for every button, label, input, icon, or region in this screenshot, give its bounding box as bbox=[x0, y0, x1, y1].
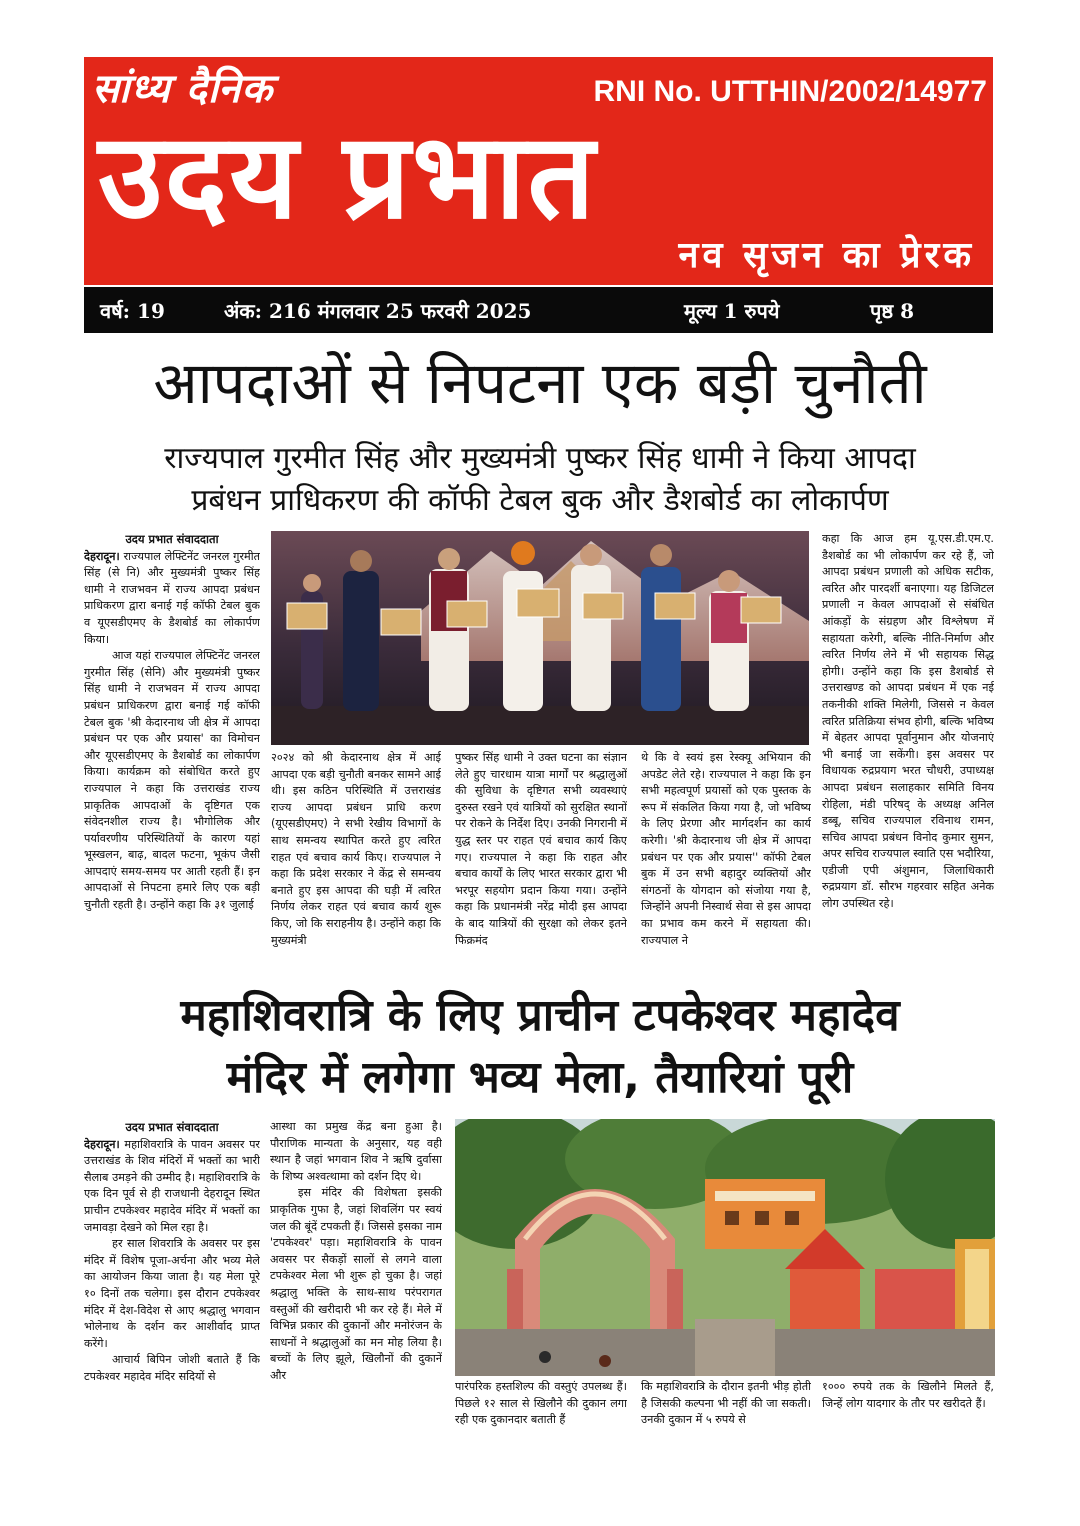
rni-number: RNI No. UTTHIN/2002/14977 bbox=[593, 75, 987, 108]
article1-paragraph: राज्यपाल लेफ्टिनेंट जनरल गुरमीत सिंह (से नि) और मुख्यमंत्री पुष्कर सिंह धामी ने राजभवन में राज्य आपदा प्रबंधन प्राधिकरण द्वारा बनाई गई कॉफी टेबल बुक व यूएसडीएमए के डैशबोर्ड का लोकार्पण किया। bbox=[84, 549, 260, 646]
article2-column-4 bbox=[641, 1379, 811, 1431]
book-launch-photo bbox=[271, 531, 809, 745]
masthead-small-title: सांध्य दैनिक bbox=[92, 65, 274, 112]
article1-column-1 bbox=[84, 531, 260, 971]
article2-paragraph: आचार्य बिपिन जोशी बताते हैं कि टपकेश्वर महादेव मंदिर सदियों से bbox=[84, 1353, 260, 1383]
issue-info-bar bbox=[84, 287, 993, 333]
page-number: पृष्ठ 8 bbox=[870, 299, 915, 323]
article1-subhead-line1: राज्यपाल गुरमीत सिंह और मुख्यमंत्री पुष्कर सिंह धामी ने किया आपदा bbox=[164, 441, 916, 476]
book-launch-photo-illustration bbox=[271, 531, 809, 745]
article2-paragraph: पारंपरिक हस्तशिल्प की वस्तुएं उपलब्ध हैं। पिछले १२ साल से खिलौने की दुकान लगा रही एक दुकानदार बताती हैं bbox=[455, 1380, 627, 1427]
article1-column-2 bbox=[271, 750, 441, 972]
article2-column-3 bbox=[455, 1379, 627, 1431]
article2-paragraph: कि महाशिवरात्रि के दौरान इतनी भीड़ होती है जिसकी कल्पना भी नहीं की जा सकती। उनकी दुकान में ५ रुपये से bbox=[641, 1380, 811, 1427]
article2-paragraph: महाशिवरात्रि के पावन अवसर पर उत्तराखंड के शिव मंदिरों में भक्तों का भारी सैलाब उमड़ने की उम्मीद है। महाशिवरात्रि के एक दिन पूर्व से ही राजधानी देहरादून स्थित प्राचीन टपकेश्वर महादेव मंदिर में भक्तों का जमावड़ा देखने को मिल रहा है। bbox=[84, 1137, 260, 1234]
article1-column-5 bbox=[822, 531, 994, 973]
article1-paragraph: कहा कि आज हम यू.एस.डी.एम.ए. डैशबोर्ड का भी लोकार्पण कर रहे हैं, जो आपदा प्रबंधन प्रणाली को अधिक सटीक, त्वरित और पारदर्शी बनाएगा। यह डिजिटल प्रणाली न केवल आपदाओं से संबंधित आंकड़ों के संग्रहण और विश्लेषण में सहायता करेगी, बल्कि नीति-निर्माण और त्वरित निर्णय लेने में भी सहायक सिद्ध होगी। उन्होंने कहा कि इस डैशबोर्ड से उत्तराखण्ड को आपदा प्रबंधन में एक नई तकनीकी शक्ति मिलेगी, जिससे न केवल त्वरित प्रतिक्रिया संभव होगी, बल्कि भविष्य में बेहतर आपदा पूर्वानुमान और योजनाएं भी बनाई जा सकेंगी। इस अवसर पर विधायक रुद्रप्रयाग भरत चौधरी, उपाध्यक्ष आपदा प्रबंधन सलाहकार समिति विनय रोहिला, मंडी परिषद् के अध्यक्ष अनिल डब्बू, सचिव राज्यपाल रविनाथ रामन, सचिव आपदा प्रबंधन विनोद कुमार सुमन, अपर सचिव राज्यपाल स्वाति एस भदौरिया, एडीजी एपी अंशुमान, जिलाधिकारी रुद्रप्रयाग डॉ. सौरभ गहरवार सहित अनेक लोग उपस्थित रहे। bbox=[822, 532, 994, 911]
article1-subheadline bbox=[84, 438, 996, 522]
issue-date: अंक: 216 मंगलवार 25 फरवरी 2025 bbox=[224, 299, 532, 323]
article2-column-2 bbox=[270, 1119, 442, 1429]
article1-subhead-line2: प्रबंधन प्राधिकरण की कॉफी टेबल बुक और डैशबोर्ड का लोकार्पण bbox=[191, 483, 889, 518]
article2-byline: उदय प्रभात संवाददाता bbox=[125, 1120, 219, 1134]
tagline: नव सृजन का प्रेरक bbox=[678, 235, 975, 276]
article2-column-5 bbox=[822, 1379, 994, 1431]
article2-dateline: देहरादून। bbox=[84, 1137, 120, 1151]
article2-paragraph: इस मंदिर की विशेषता इसकी प्राकृतिक गुफा है, जहां शिवलिंग पर स्वयं जल की बूंदें टपकती हैं। जिससे इसका नाम 'टपकेश्वर' पड़ा। महाशिवरात्रि के पावन अवसर पर सैकड़ों सालों से लगने वाला टपकेश्वर मेला भी शुरू हो चुका है। जहां श्रद्धालु भक्ति के साथ-साथ परंपरागत वस्तुओं की खरीदारी भी कर रहे हैं। मेले में विभिन्न प्रकार की दुकानों और मनोरंजन के साधनों ने श्रद्धालुओं का मन मोह लिया है। बच्चों के लिए झूले, खिलौनों की दुकानें और bbox=[270, 1186, 442, 1382]
article2-paragraph: आस्था का प्रमुख केंद्र बना हुआ है। पौराणिक मान्यता के अनुसार, यह वही स्थान है जहां भगवान शिव ने ऋषि दुर्वासा के शिष्य अश्वत्थामा को दर्शन दिए थे। bbox=[270, 1120, 442, 1183]
volume-year: वर्ष: 19 bbox=[100, 299, 165, 323]
masthead bbox=[84, 57, 993, 285]
article2-headline-line1: महाशिवरात्रि के लिए प्राचीन टपकेश्वर महादेव bbox=[180, 990, 900, 1041]
article2-paragraph: १००० रुपये तक के खिलौने मिलते हैं, जिन्हें लोग यादगार के तौर पर खरीदते हैं। bbox=[822, 1380, 994, 1410]
article1-column-3 bbox=[455, 750, 627, 972]
article2-column-1 bbox=[84, 1119, 260, 1429]
article1-byline: उदय प्रभात संवाददाता bbox=[125, 532, 219, 546]
article1-paragraph: २०२४ को श्री केदारनाथ क्षेत्र में आई आपदा एक बड़ी चुनौती बनकर सामने आई थी। इस कठिन परिस्थिति में उत्तराखंड राज्य आपदा प्रबंधन प्राधि करण (यूएसडीएमए) ने सभी रेखीय विभागों के साथ समन्वय स्थापित करते हुए त्वरित राहत एवं बचाव कार्य किए। राज्यपाल ने कहा कि प्रदेश सरकार ने केंद्र से समन्वय बनाते हुए इस आपदा की घड़ी में त्वरित निर्णय लेकर राहत एवं बचाव कार्य शुरू किए, जो कि सराहनीय है। उन्होंने कहा कि मुख्यमंत्री bbox=[271, 751, 441, 947]
newspaper-title: उदय प्रभात bbox=[98, 107, 597, 245]
tapkeshwar-temple-photo bbox=[455, 1119, 995, 1376]
article1-headline: आपदाओं से निपटना एक बड़ी चुनौती bbox=[153, 349, 927, 417]
article2-headline-line2: मंदिर में लगेगा भव्य मेला, तैयारियां पूरी bbox=[226, 1052, 854, 1103]
article1-paragraph: आज यहां राज्यपाल लेफ्टिनेंट जनरल गुरमीत सिंह (सेनि) और मुख्यमंत्री पुष्कर सिंह धामी ने राजभवन में राज्य आपदा प्रबंधन प्राधिकरण द्वारा बनाई गई कॉफी टेबल बुक 'श्री केदारनाथ जी क्षेत्र में आपदा प्रबंधन पर एक और प्रयास' का विमोचन और यूएसडीएमए के डैशबोर्ड का लोकार्पण किया। कार्यक्रम को संबोधित करते हुए राज्यपाल ने कहा कि उत्तराखंड राज्य प्राकृतिक आपदाओं के दृष्टिगत एक संवेदनशील राज्य है। भौगोलिक और पर्यावरणीय परिस्थितियों के कारण यहां भूस्खलन, बाढ़, बादल फटना, भूकंप जैसी आपदाएं समय-समय पर आती रहती हैं। इन आपदाओं से निपटना हमारे लिए एक बड़ी चुनौती रहती है। उन्होंने कहा कि ३१ जुलाई bbox=[84, 649, 260, 912]
article1-paragraph: पुष्कर सिंह धामी ने उक्त घटना का संज्ञान लेते हुए चारधाम यात्रा मार्गों पर श्रद्धालुओं की सुविधा के दृष्टिगत सभी व्यवस्थाएं दुरुस्त रखने एवं यात्रियों को सुरक्षित स्थानों पर रोकने के निर्देश दिए। उनकी निगरानी में युद्ध स्तर पर राहत एवं बचाव कार्य किए गए। राज्यपाल ने कहा कि राहत और बचाव कार्यों के लिए भारत सरकार द्वारा भी भरपूर सहयोग प्रदान किया गया। उन्होंने कहा कि प्रधानमंत्री नरेंद्र मोदी इस आपदा के बाद यात्रियों की सुरक्षा को लेकर इतने फिक्रमंद bbox=[455, 751, 627, 947]
tapkeshwar-temple-illustration bbox=[455, 1119, 995, 1376]
article1-paragraph: थे कि वे स्वयं इस रेस्क्यू अभियान की अपडेट लेते रहे। राज्यपाल ने कहा कि इन सभी महत्वपूर्ण प्रयासों को एक पुस्तक के रूप में संकलित किया गया है, जो भविष्य के लिए प्रेरणा और मार्गदर्शन का कार्य करेगी। 'श्री केदारनाथ जी क्षेत्र में आपदा प्रबंधन पर एक और प्रयास'' कॉफी टेबल बुक में उन सभी बहादुर व्यक्तियों और संगठनों के योगदान को संजोया गया है, जिन्होंने अपनी निस्वार्थ सेवा से इस आपदा का प्रभाव कम करने में सहायता की। राज्यपाल ने bbox=[641, 751, 811, 947]
article1-column-4 bbox=[641, 750, 811, 972]
article2-paragraph: हर साल शिवरात्रि के अवसर पर इस मंदिर में विशेष पूजा-अर्चना और भव्य मेले का आयोजन किया जाता है। यह मेला पूरे १० दिनों तक चलेगा। इस दौरान टपकेश्वर मंदिर में देश-विदेश से आए श्रद्धालु भगवान भोलेनाथ के दर्शन कर आशीर्वाद प्राप्त करेंगे। bbox=[84, 1237, 260, 1350]
price: मूल्य 1 रुपये bbox=[684, 299, 780, 323]
article1-dateline: देहरादून। bbox=[84, 549, 120, 563]
